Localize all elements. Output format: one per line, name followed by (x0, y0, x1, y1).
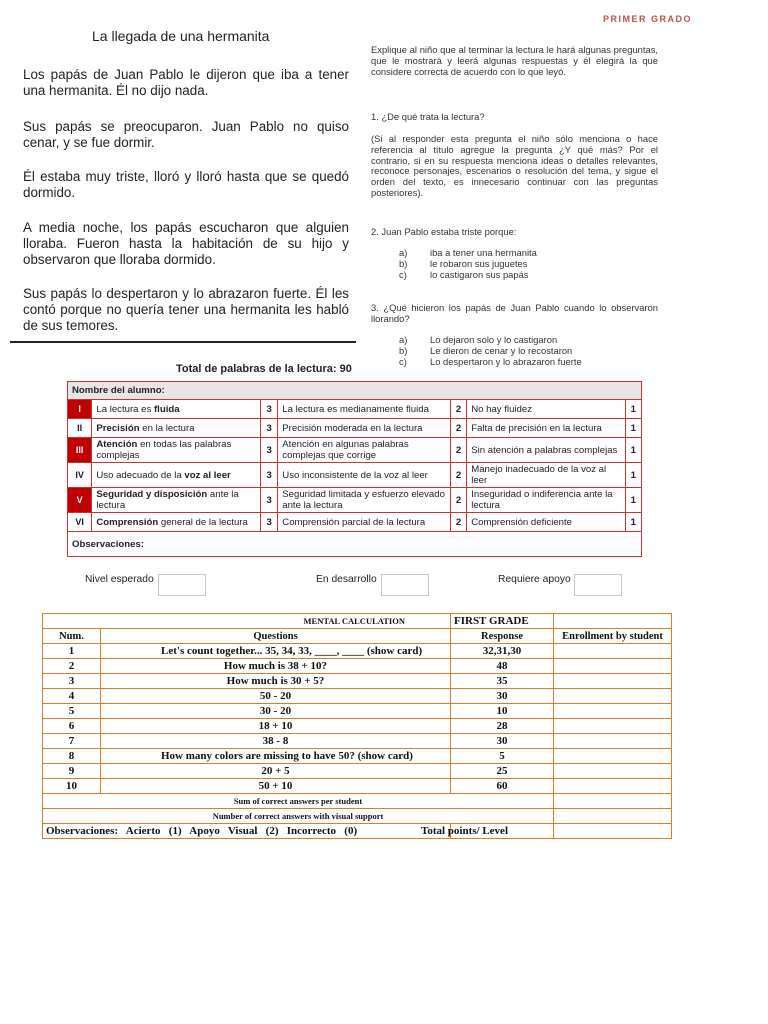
row-num: 3 (43, 674, 101, 689)
row-enrollment[interactable] (554, 779, 672, 794)
row-enrollment[interactable] (554, 734, 672, 749)
level-expected-label: Nivel esperado (85, 574, 154, 585)
story-paragraph: A media noche, los papás escucharon que alguien lloraba. Fueron hasta la habitación de su hijo y observaron que lloraba dormido. (23, 220, 349, 267)
visual-support-label: Number of correct answers with visual support (43, 809, 554, 824)
row-num: 7 (43, 734, 101, 749)
row-response: 5 (451, 749, 554, 764)
row-question: Let's count together... 35, 34, 33, ____, ____ (show card) (101, 644, 451, 659)
row-question: 50 - 20 (101, 689, 451, 704)
criterion-level-1: Inseguridad o indiferencia ante la lectura (467, 488, 625, 513)
row-number: IV (68, 463, 92, 488)
row-response: 32,31,30 (451, 644, 554, 659)
student-name-label: Nombre del alumno: (68, 382, 642, 400)
score: 1 (625, 488, 641, 513)
option-text: Le dieron de cenar y lo recostaron (430, 345, 573, 356)
row-enrollment[interactable] (554, 689, 672, 704)
option-text: lo castigaron sus papás (430, 269, 529, 280)
question-1: 1. ¿De qué trata la lectura? (371, 111, 485, 122)
rubric-table (67, 381, 642, 557)
table-row (43, 689, 672, 704)
option-letter: c) (399, 269, 407, 280)
criterion-level-1: No hay fluidez (467, 400, 625, 419)
criterion-level-2: Atención en algunas palabras complejas que corrige (278, 438, 451, 463)
rubric-row (68, 463, 642, 488)
option-text: le robaron sus juguetes (430, 258, 528, 269)
mental-calculation-table (42, 613, 672, 839)
observations-label: Observaciones: (68, 532, 642, 557)
row-response: 28 (451, 719, 554, 734)
criterion-level-1: Sin atención a palabras complejas (467, 438, 625, 463)
row-response: 30 (451, 734, 554, 749)
story-title: La llegada de una hermanita (92, 28, 270, 44)
criterion-level-3: Atención en todas las palabras complejas (92, 438, 261, 463)
row-num: 9 (43, 764, 101, 779)
score: 1 (625, 513, 641, 532)
score: 1 (625, 463, 641, 488)
criterion-level-3: Seguridad y disposición ante la lectura (92, 488, 261, 513)
row-num: 2 (43, 659, 101, 674)
story-paragraph: Sus papás se preocuparon. Juan Pablo no quiso cenar, y se fue dormir. (23, 119, 349, 150)
criterion-level-2: Seguridad limitada y esfuerzo elevado ante la lectura (278, 488, 451, 513)
rubric-row (68, 400, 642, 419)
criterion-level-2: Precisión moderada en la lectura (278, 419, 451, 438)
score: 2 (450, 438, 466, 463)
option-letter: b) (399, 258, 408, 269)
question-3: 3. ¿Qué hicieron los papás de Juan Pablo cuando lo observaron llorando? (371, 302, 658, 324)
score: 3 (261, 438, 278, 463)
criterion-level-3: La lectura es fluida (92, 400, 261, 419)
row-num: 8 (43, 749, 101, 764)
rubric-row (68, 488, 642, 513)
option-letter: b) (399, 345, 408, 356)
level-developing-label: En desarrollo (316, 574, 377, 585)
row-number: II (68, 419, 92, 438)
row-response: 35 (451, 674, 554, 689)
row-question: How much is 38 + 10? (101, 659, 451, 674)
instructions: Explique al niño que al terminar la lectura le hará algunas preguntas, que le mostrará y leerá algunas respuestas y él elegirá la que considere correcta de acuerdo con lo que leyó. (371, 44, 658, 77)
mental-title: MENTAL CALCULATION (43, 614, 451, 629)
criterion-level-1: Comprensión deficiente (467, 513, 625, 532)
row-response: 25 (451, 764, 554, 779)
row-enrollment[interactable] (554, 659, 672, 674)
criterion-level-2: Comprensión parcial de la lectura (278, 513, 451, 532)
option-text: Lo dejaron solo y lo castigaron (430, 334, 558, 345)
question-1-note: (Si al responder esta pregunta el niño sólo menciona o hace referencia al título agregue la pregunta ¿Y qué más? Por el contrario, si en su respuesta menciona ideas o detalles relevantes, reconoce personajes, escenarios o resolución del tema, y sigue el orden del texto, es innecesario continuar con las preguntas posteriores). (371, 133, 658, 198)
row-num: 10 (43, 779, 101, 794)
option-text: Lo despertaron y lo abrazaron fuerte (430, 356, 582, 367)
row-num: 1 (43, 644, 101, 659)
row-question: 18 + 10 (101, 719, 451, 734)
option-item (399, 270, 669, 281)
table-row (43, 704, 672, 719)
row-num: 5 (43, 704, 101, 719)
row-response: 30 (451, 689, 554, 704)
table-row (43, 749, 672, 764)
level-expected-box[interactable] (158, 574, 206, 596)
score: 3 (261, 463, 278, 488)
option-letter: c) (399, 356, 407, 367)
criterion-level-2: Uso inconsistente de la voz al leer (278, 463, 451, 488)
mental-grade: FIRST GRADE (451, 614, 554, 629)
level-support-box[interactable] (574, 574, 622, 596)
row-question: 30 - 20 (101, 704, 451, 719)
observations-legend: Observaciones: Acierto (1) Apoyo Visual (2) Incorrecto (0) (43, 824, 451, 839)
criterion-level-3: Comprensión general de la lectura (92, 513, 261, 532)
column-header: Enrollment by student (554, 629, 672, 644)
criterion-level-3: Precisión en la lectura (92, 419, 261, 438)
score: 3 (261, 400, 278, 419)
rubric-row (68, 513, 642, 532)
rubric-row (68, 419, 642, 438)
total-words: Total de palabras de la lectura: 90 (176, 363, 352, 375)
row-number: VI (68, 513, 92, 532)
story-paragraph: Sus papás lo despertaron y lo abrazaron fuerte. Él les contó porque no quería tener una hermanita les habló de sus temores. (23, 286, 349, 333)
table-row (43, 644, 672, 659)
row-enrollment[interactable] (554, 644, 672, 659)
grade-label: PRIMER GRADO (602, 14, 692, 24)
rubric-row (68, 438, 642, 463)
criterion-level-3: Uso adecuado de la voz al leer (92, 463, 261, 488)
table-row (43, 674, 672, 689)
table-row (43, 764, 672, 779)
option-letter: a) (399, 247, 408, 258)
column-header: Response (451, 629, 554, 644)
row-question: 50 + 10 (101, 779, 451, 794)
score: 2 (450, 400, 466, 419)
row-question: 38 - 8 (101, 734, 451, 749)
score: 2 (450, 513, 466, 532)
story-paragraph: Los papás de Juan Pablo le dijeron que iba a tener una hermanita. Él no dijo nada. (23, 67, 349, 98)
score: 2 (450, 419, 466, 438)
row-question: How much is 30 + 5? (101, 674, 451, 689)
sum-label: Sum of correct answers per student (43, 794, 554, 809)
score: 3 (261, 419, 278, 438)
level-support-label: Requiere apoyo (498, 574, 571, 585)
row-number: I (68, 400, 92, 419)
row-question: How many colors are missing to have 50? (show card) (101, 749, 451, 764)
criterion-level-2: La lectura es medianamente fluida (278, 400, 451, 419)
level-developing-box[interactable] (381, 574, 429, 596)
column-header: Num. (43, 629, 101, 644)
sum-value[interactable] (554, 794, 672, 809)
row-response: 60 (451, 779, 554, 794)
row-enrollment[interactable] (554, 749, 672, 764)
score: 3 (261, 488, 278, 513)
total-points-label: Total points/ Level (421, 824, 524, 839)
row-number: V (68, 488, 92, 513)
score: 2 (450, 463, 466, 488)
visual-support-value[interactable] (554, 809, 672, 824)
criterion-level-1: Manejo inadecuado de la voz al leer (467, 463, 625, 488)
row-response: 10 (451, 704, 554, 719)
row-num: 4 (43, 689, 101, 704)
row-enrollment[interactable] (554, 719, 672, 734)
option-letter: a) (399, 334, 408, 345)
option-text: iba a tener una hermanita (430, 247, 537, 258)
question-2: 2. Juan Pablo estaba triste porque: (371, 226, 517, 237)
table-row (43, 734, 672, 749)
score: 1 (625, 438, 641, 463)
row-enrollment[interactable] (554, 704, 672, 719)
divider (10, 341, 356, 343)
row-number: III (68, 438, 92, 463)
score: 3 (261, 513, 278, 532)
score: 2 (450, 488, 466, 513)
criterion-level-1: Falta de precisión en la lectura (467, 419, 625, 438)
row-question: 20 + 5 (101, 764, 451, 779)
row-enrollment[interactable] (554, 674, 672, 689)
table-row (43, 659, 672, 674)
row-num: 6 (43, 719, 101, 734)
total-points-value[interactable] (554, 824, 672, 839)
table-row (43, 719, 672, 734)
score: 1 (625, 419, 641, 438)
row-enrollment[interactable] (554, 764, 672, 779)
story-paragraph: Él estaba muy triste, lloró y lloró hasta que se quedó dormido. (23, 169, 349, 200)
row-response: 48 (451, 659, 554, 674)
option-item (399, 357, 669, 368)
score: 1 (625, 400, 641, 419)
empty-cell (554, 614, 672, 629)
column-header: Questions (101, 629, 451, 644)
table-row (43, 779, 672, 794)
